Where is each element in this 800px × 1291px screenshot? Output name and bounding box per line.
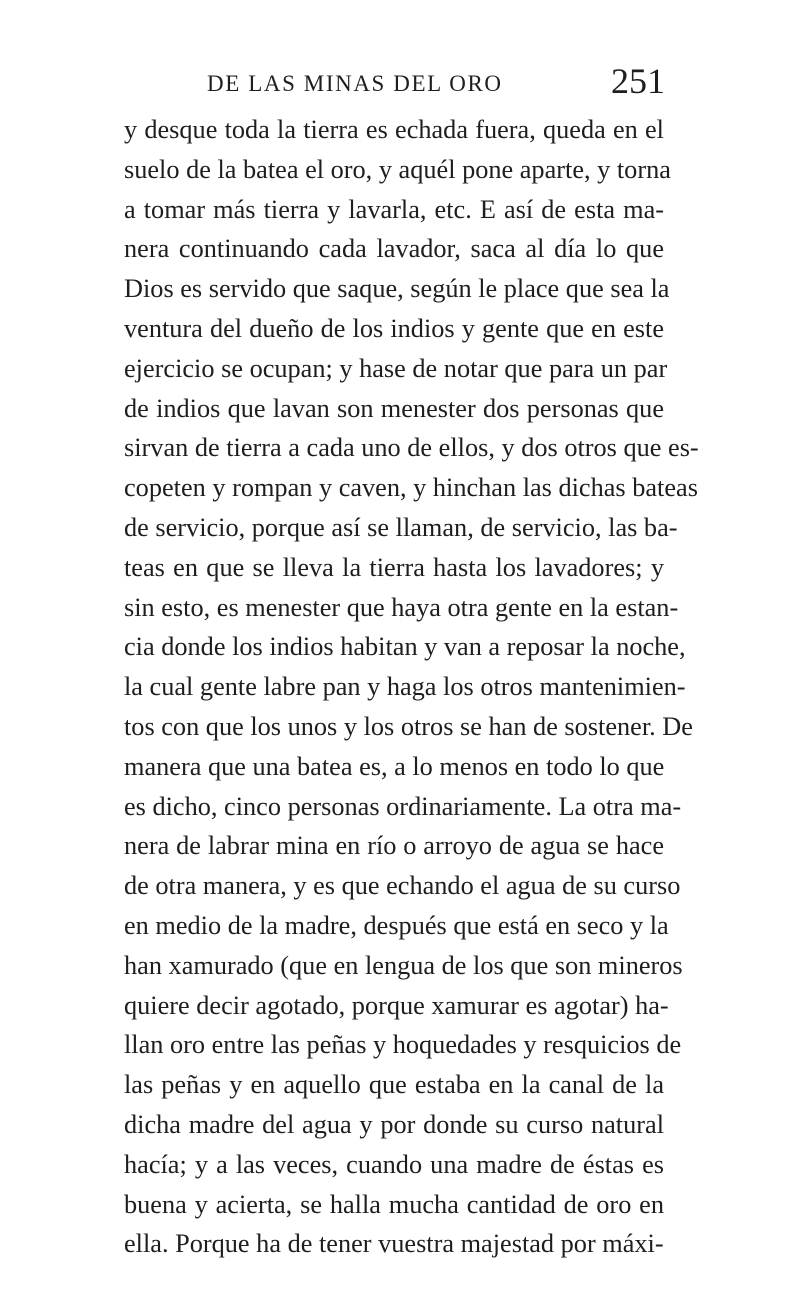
text-line: hacía; y a las veces, cuando una madre de éstas es xyxy=(124,1149,664,1179)
text-line: suelo de la batea el oro, y aquél pone aparte, y torna xyxy=(124,154,671,184)
text-line: sin esto, es menester que haya otra gente en la estan- xyxy=(124,592,679,622)
text-line: de servicio, porque así se llaman, de servicio, las ba- xyxy=(124,512,678,542)
text-line: de otra manera, y es que echando el agua de su curso xyxy=(124,871,681,901)
running-title: DE LAS MINAS DEL ORO xyxy=(207,71,503,96)
running-head xyxy=(0,62,800,102)
text-line: tos con que los unos y los otros se han de sostener. De xyxy=(124,711,693,741)
text-line: es dicho, cinco personas ordinariamente. La otra ma- xyxy=(124,791,682,821)
text-line: ella. Porque ha de tener vuestra majestad por máxi- xyxy=(124,1229,664,1259)
text-line: la cual gente labre pan y haga los otros mantenimien- xyxy=(124,672,686,702)
text-line: teas en que se lleva la tierra hasta los lavadores; y xyxy=(124,552,664,582)
text-line: nera de labrar mina en río o arroyo de agua se hace xyxy=(124,831,664,861)
text-line: quiere decir agotado, porque xamurar es agotar) ha- xyxy=(124,990,669,1020)
body-text xyxy=(124,110,699,1264)
text-line: de indios que lavan son menester dos personas que xyxy=(124,393,664,423)
page-number: 251 xyxy=(611,61,665,101)
text-line: nera continuando cada lavador, saca al día lo que xyxy=(124,234,664,264)
text-line: Dios es servido que saque, según le place que sea la xyxy=(124,274,670,304)
text-line: buena y acierta, se halla mucha cantidad de oro en xyxy=(124,1189,664,1219)
text-line: ejercicio se ocupan; y hase de notar que para un par xyxy=(124,353,668,383)
text-line: sirvan de tierra a cada uno de ellos, y dos otros que es- xyxy=(124,433,699,463)
text-line: en medio de la madre, después que está en seco y la xyxy=(124,910,669,940)
text-line: dicha madre del agua y por donde su curso natural xyxy=(124,1109,664,1139)
text-line: a tomar más tierra y lavarla, etc. E así de esta ma- xyxy=(124,194,664,224)
text-line: manera que una batea es, a lo menos en todo lo que xyxy=(124,751,665,781)
text-line: cia donde los indios habitan y van a reposar la noche, xyxy=(124,632,686,662)
text-line: ventura del dueño de los indios y gente que en este xyxy=(124,313,664,343)
text-line: y desque toda la tierra es echada fuera, queda en el xyxy=(124,115,664,144)
text-line: copeten y rompan y caven, y hinchan las dichas bateas xyxy=(124,473,698,503)
text-line: han xamurado (que en lengua de los que son mineros xyxy=(124,950,683,980)
text-line: llan oro entre las peñas y hoquedades y resquicios de xyxy=(124,1030,682,1060)
text-line: las peñas y en aquello que estaba en la canal de la xyxy=(124,1070,664,1100)
